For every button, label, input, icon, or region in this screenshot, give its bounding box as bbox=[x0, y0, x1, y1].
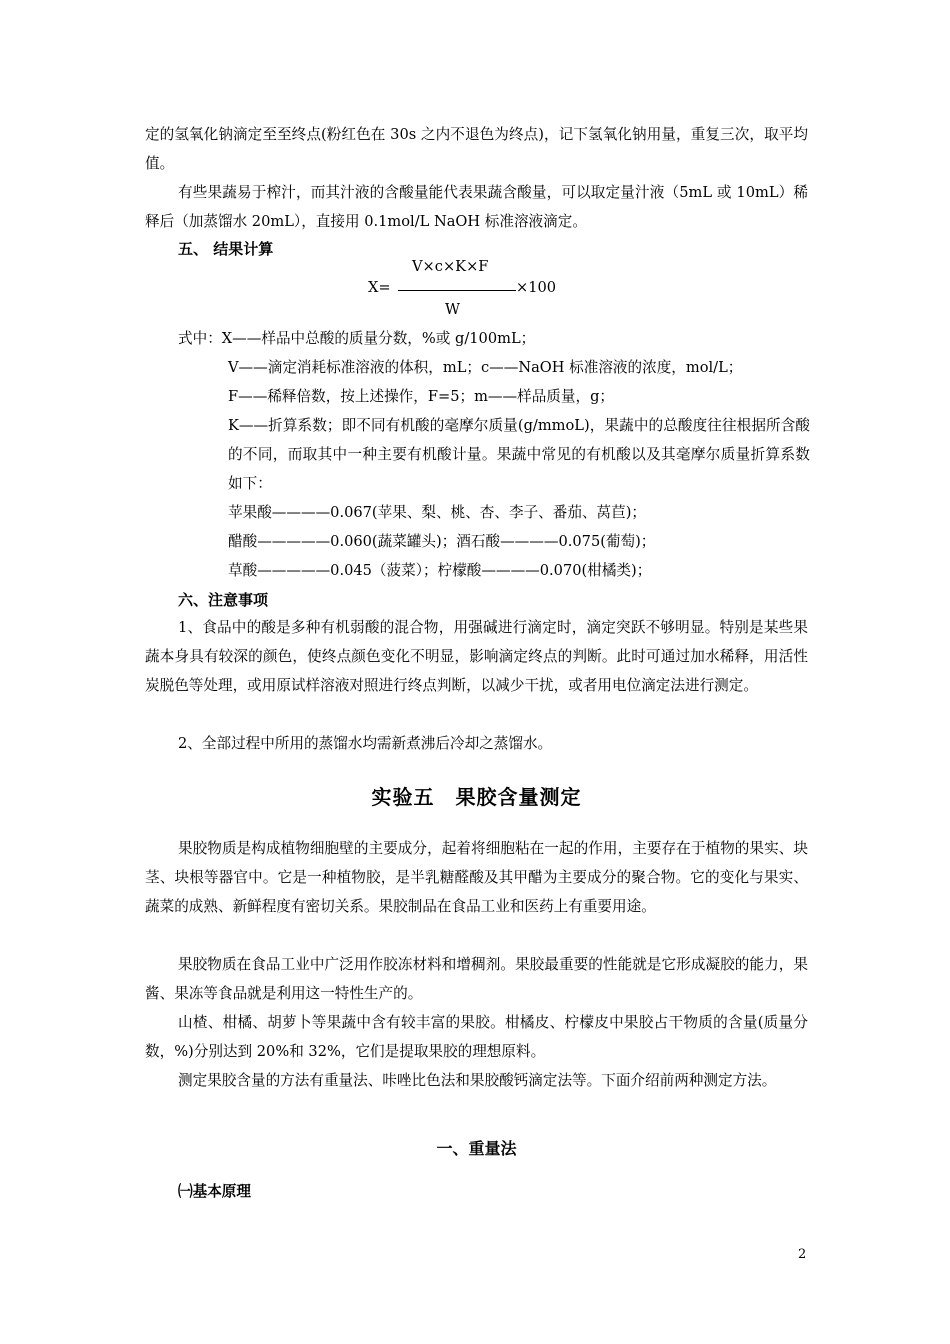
formula-fraction-bar bbox=[398, 290, 516, 291]
formula-lhs: X= bbox=[368, 279, 391, 296]
acid-factor-acetic-tartaric: 醋酸—————0.060(蔬菜罐头)；酒石酸————0.075(葡萄)； bbox=[228, 533, 656, 550]
method-heading-gravimetric: 一、重量法 bbox=[436, 1139, 517, 1158]
paragraph-pectin-uses: 果胶物质在食品工业中广泛用作胶冻材料和增稠剂。果胶最重要的性能就是它形成凝胶的能力，果酱、果冻等食品就是利用这一特性生产的。 bbox=[145, 956, 808, 1002]
formula-numerator: V×c×K×F bbox=[412, 258, 489, 275]
definition-k: K——折算系数；即不同有机酸的毫摩尔质量(g/mmoL)，果蔬中的总酸度往往根据所含酸的不同，而取其中一种主要有机酸计量。果蔬中常见的有机酸以及其毫摩尔质量折算系数如下： bbox=[228, 417, 810, 492]
definition-x: 式中：X——样品中总酸的质量分数，%或 g/100mL； bbox=[178, 330, 536, 347]
formula-denominator: W bbox=[445, 301, 460, 318]
paragraph-juice-method: 有些果蔬易于榨汁，而其汁液的含酸量能代表果蔬含酸量，可以取定量汁液（5mL 或 10mL）稀释后（加蒸馏水 20mL），直接用 0.1mol/L NaOH 标准溶液滴定。 bbox=[145, 184, 808, 230]
experiment-title: 实验五 果胶含量测定 bbox=[371, 785, 582, 809]
paragraph-pectin-intro: 果胶物质是构成植物细胞壁的主要成分，起着将细胞粘在一起的作用，主要存在于植物的果实、块茎、块根等器官中。它是一种植物胶，是半乳糖醛酸及其甲醋为主要成分的聚合物。它的变化与果实、蔬菜的成熟、新鲜程度有密切关系。果胶制品在食品工业和医药上有重要用途。 bbox=[145, 840, 808, 915]
section-heading-result-calculation: 五、 结果计算 bbox=[178, 240, 274, 258]
acid-factor-oxalic-citric: 草酸—————0.045（菠菜）；柠檬酸————0.070(柑橘类)； bbox=[228, 562, 652, 579]
section-heading-notes: 六、注意事项 bbox=[178, 591, 269, 609]
paragraph-titration-endpoint: 定的氢氧化钠滴定至至终点(粉红色在 30s 之内不退色为终点)，记下氢氧化钠用量，重复三次，取平均值。 bbox=[145, 126, 808, 172]
acid-factor-malic: 苹果酸————0.067(苹果、梨、桃、杏、李子、番茄、莴苣)； bbox=[228, 504, 647, 521]
definition-f-m: F——稀释倍数，按上述操作，F=5；m——样品质量，g； bbox=[228, 388, 615, 405]
sub-heading-basic-principle: ㈠基本原理 bbox=[178, 1183, 251, 1200]
paragraph-pectin-methods: 测定果胶含量的方法有重量法、咔唑比色法和果胶酸钙滴定法等。下面介绍前两种测定方法。 bbox=[178, 1072, 777, 1089]
note-item-1: 1、食品中的酸是多种有机弱酸的混合物，用强碱进行滴定时，滴定突跃不够明显。特别是某些果蔬本身具有较深的颜色，使终点颜色变化不明显，影响滴定终点的判断。此时可通过加水稀释，用活性炭脱色等处理，或用原试样溶液对照进行终点判断，以减少干扰，或者用电位滴定法进行测定。 bbox=[145, 619, 808, 694]
formula-rhs: ×100 bbox=[516, 279, 557, 296]
note-item-2: 2、全部过程中所用的蒸馏水均需新煮沸后冷却之蒸馏水。 bbox=[178, 735, 553, 752]
paragraph-pectin-sources: 山楂、柑橘、胡萝卜等果蔬中含有较丰富的果胶。柑橘皮、柠檬皮中果胶占干物质的含量(质量分数，%)分别达到 20%和 32%，它们是提取果胶的理想原料。 bbox=[145, 1014, 808, 1060]
page-number: 2 bbox=[798, 1247, 807, 1262]
definition-v-c: V——滴定消耗标准溶液的体积，mL；c——NaOH 标准溶液的浓度，mol/L； bbox=[228, 359, 743, 376]
